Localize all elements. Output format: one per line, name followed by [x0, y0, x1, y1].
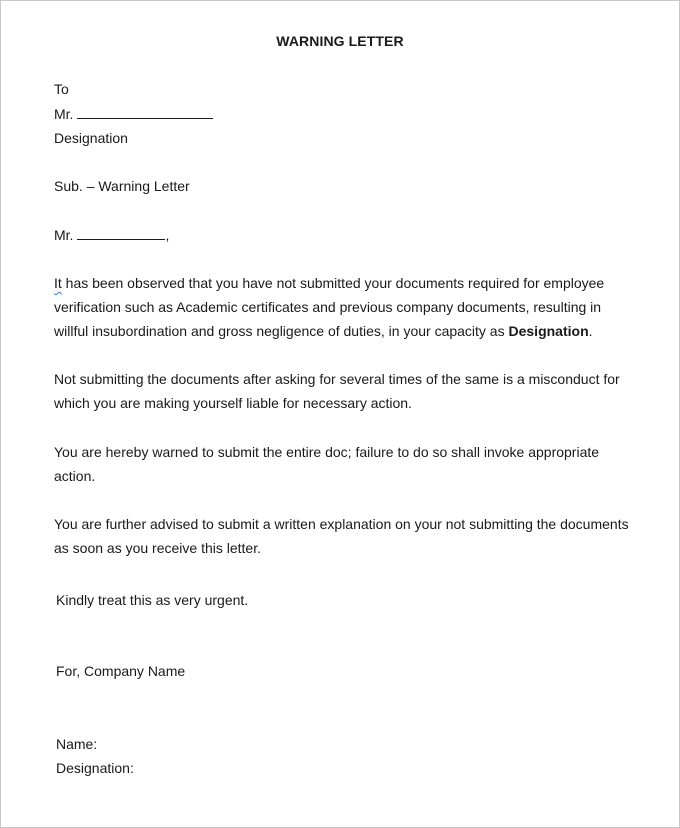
- sign-off: For, Company Name: [56, 663, 186, 679]
- paragraph-misconduct: Not submitting the documents after asking for several times of the same is a misconduct for which you are making yourself liable for necessary action.: [54, 371, 620, 411]
- salutation-mr-label: Mr.: [54, 227, 74, 243]
- paragraph-observation-text: has been observed that you have not submitted your documents required for employee verification such as Academic certificates and previous company documents, resulting in willful insubordination and gross negligence of duties, in your capacity as: [54, 275, 605, 339]
- salutation-name-blank: [77, 227, 165, 240]
- recipient-name-blank: [77, 106, 213, 119]
- closing-note: Kindly treat this as very urgent.: [56, 592, 249, 608]
- subject-line: Sub. – Warning Letter: [54, 178, 190, 194]
- salutation-comma: ,: [165, 227, 170, 243]
- paragraph-observation-designation: Designation: [508, 323, 589, 339]
- paragraph-observation-period: .: [588, 323, 593, 339]
- recipient-designation: Designation: [54, 130, 128, 146]
- recipient-mr-label: Mr.: [54, 106, 74, 122]
- spellcheck-word: It: [54, 275, 62, 291]
- letter-title: WARNING LETTER: [276, 33, 404, 49]
- paragraph-warning: You are hereby warned to submit the entire doc; failure to do so shall invoke appropriate action.: [54, 444, 600, 484]
- paragraph-explanation: You are further advised to submit a written explanation on your not submitting the documents as soon as you receive this letter.: [54, 516, 629, 556]
- recipient-to: To: [54, 81, 69, 97]
- salutation-line: [54, 227, 169, 243]
- paragraph-observation: [54, 271, 614, 343]
- signature-name-label: Name:: [56, 736, 98, 752]
- signature-designation-label: Designation:: [56, 760, 134, 776]
- recipient-name-line: [54, 106, 213, 122]
